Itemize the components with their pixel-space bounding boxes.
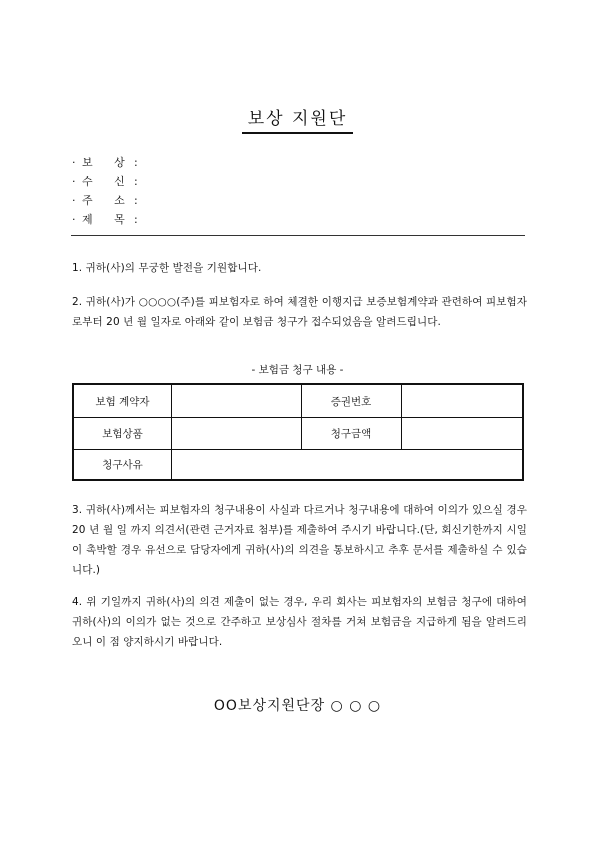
bullet-dot: · [72, 175, 76, 188]
document-title: 보상 지원단 [242, 104, 354, 134]
value-claim-amount [401, 417, 522, 449]
table-caption: - 보험금 청구 내용 - [251, 364, 344, 376]
label-claim-reason: 청구사유 [102, 459, 143, 471]
field-row-reward [72, 153, 138, 172]
field-separator: : [134, 175, 138, 188]
value-policyholder [171, 385, 301, 417]
field-label-address: 주 소 [82, 194, 134, 207]
field-label-subject: 제 목 [82, 213, 134, 226]
bullet-dot: · [72, 213, 76, 226]
field-separator: : [134, 194, 138, 207]
bullet-dot: · [72, 156, 76, 169]
field-row-address [72, 191, 138, 210]
paragraph-2: 2. 귀하(사)가 ○○○○(주)를 피보험자로 하여 체결한 이행지급 보증보험계약과 관련하여 피보험자로부터 20 년 월 일자로 아래와 같이 보험금 청구가 접수되었음을 알려드립니다. [72, 296, 527, 328]
closing-signature: OO보상지원단장 ○ ○ ○ [213, 698, 382, 714]
header-fields [72, 153, 138, 229]
label-insurance-product: 보험상품 [102, 427, 143, 440]
bullet-dot: · [72, 194, 76, 207]
label-claim-amount: 청구금액 [330, 427, 372, 440]
paragraph-3: 3. 귀하(사)께서는 피보험자의 청구내용이 사실과 다르거나 청구내용에 대하여 이의가 있으실 경우 20 년 월 일 까지 의견서(관련 근거자료 첨부)를 제출하여 주시기 바랍니다.(단, 회신기한까지 시일이 촉박할 경우 유선으로 담당자에게 귀하(사)의 의견을 통보하시고 추후 문서를 제출하실 수 있습니다.) [72, 504, 527, 576]
label-policy-number: 증권번호 [330, 395, 372, 408]
value-claim-reason [171, 449, 522, 480]
paragraph-4: 4. 위 기일까지 귀하(사)의 의견 제출이 없는 경우, 우리 회사는 피보험자의 보험금 청구에 대하여 귀하(사)의 이의가 없는 것으로 간주하고 보상심사 절차를 거쳐 보험금을 지급하게 됨을 알려드리오니 이 점 양지하시기 바랍니다. [72, 596, 527, 648]
field-separator: : [134, 213, 138, 226]
document-title-wrap [0, 104, 595, 134]
divider-line [71, 235, 525, 236]
value-policy-number [401, 385, 522, 417]
paragraph-1: 1. 귀하(사)의 무궁한 발전을 기원합니다. [72, 262, 262, 274]
field-label-reward: 보 상 [82, 156, 134, 169]
label-policyholder: 보험 계약자 [95, 395, 150, 408]
value-insurance-product [171, 417, 301, 449]
field-label-recipient: 수 신 [82, 175, 134, 188]
claim-table [72, 383, 524, 481]
field-row-recipient [72, 172, 138, 191]
field-separator: : [134, 156, 138, 169]
field-row-subject [72, 210, 138, 229]
